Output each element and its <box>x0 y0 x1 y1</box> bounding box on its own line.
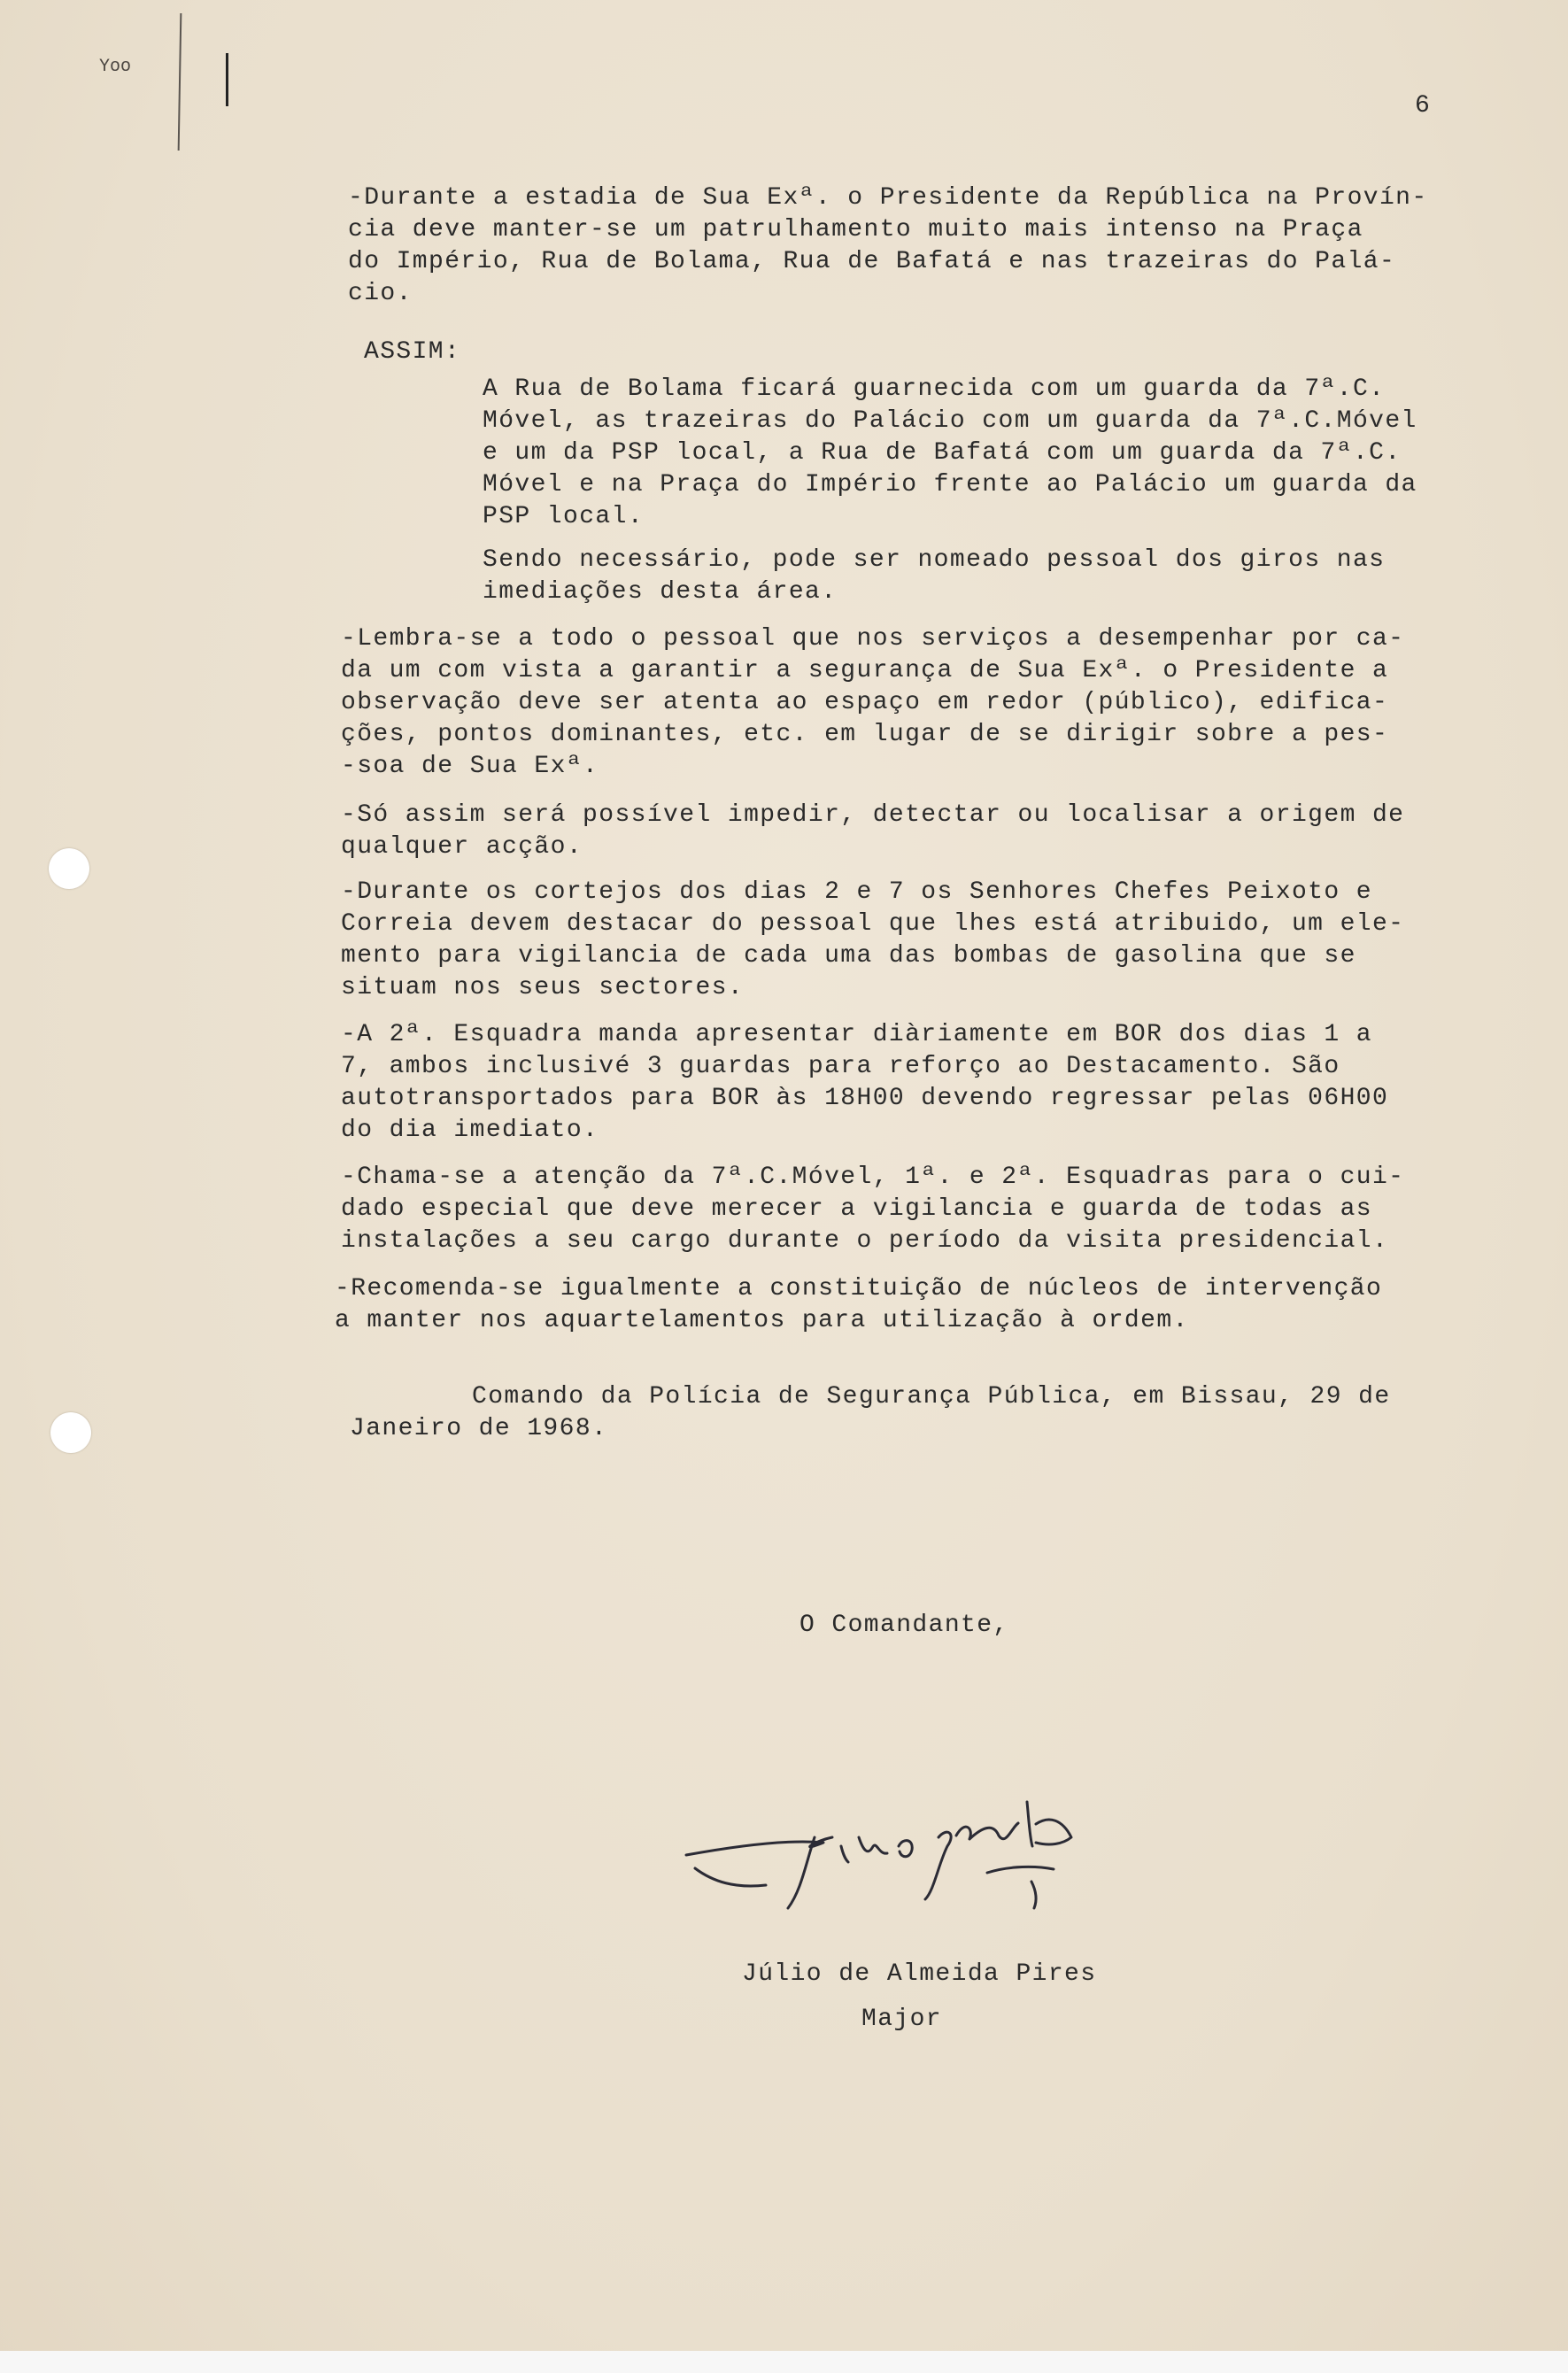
paragraph-place-date <box>350 1381 1391 1445</box>
text-line: autotransportados para BOR às 18H00 devendo regressar pelas 06H00 <box>341 1085 1389 1112</box>
punch-hole-bottom <box>50 1412 91 1453</box>
text-line: -Recomenda-se igualmente a constituição de núcleos de intervenção <box>335 1275 1383 1302</box>
ink-mark-right <box>226 53 228 106</box>
text-line: instalações a seu cargo durante o período da visita presidencial. <box>341 1227 1389 1255</box>
page-number: 6 <box>1415 92 1430 120</box>
text-line: da um com vista a garantir a segurança de Sua Exª. o Presidente a <box>341 657 1389 684</box>
text-line: -Durante a estadia de Sua Exª. o Presidente da República na Provín- <box>348 184 1428 212</box>
handwritten-signature <box>682 1784 1098 1926</box>
text-line: e um da PSP local, a Rua de Bafatá com um guarda da 7ª.C. <box>483 439 1402 467</box>
text-line: Móvel, as trazeiras do Palácio com um guarda da 7ª.C.Móvel <box>483 407 1417 435</box>
text-line: Correia devem destacar do pessoal que lhes está atribuido, um ele- <box>341 910 1405 938</box>
paragraph-second-squad <box>341 1019 1388 1147</box>
paragraph-attention <box>341 1162 1404 1257</box>
text-line: PSP local. <box>483 503 645 530</box>
text-line: -Chama-se a atenção da 7ª.C.Móvel, 1ª. e 2ª. Esquadras para o cui- <box>341 1163 1405 1191</box>
text-line: observação deve ser atenta ao espaço em redor (público), edifica- <box>341 689 1389 716</box>
text-line: Janeiro de 1968. <box>350 1415 608 1442</box>
text-line: -Lembra-se a todo o pessoal que nos serviços a desempenhar por ca- <box>341 625 1405 653</box>
text-line: a manter nos aquartelamentos para utilização à ordem. <box>335 1307 1189 1334</box>
scan-bottom-edge <box>0 2351 1568 2373</box>
text-line: -Só assim será possível impedir, detectar ou localisar a origem de <box>341 801 1405 829</box>
text-line: qualquer acção. <box>341 833 583 861</box>
signatory-rank: Major <box>861 2006 943 2033</box>
punch-hole-top <box>49 848 89 889</box>
text-line: do Império, Rua de Bolama, Rua de Bafatá e nas trazeiras do Palá- <box>348 248 1396 275</box>
corner-handwritten-mark: Yoo <box>99 57 132 77</box>
text-line: -A 2ª. Esquadra manda apresentar diàriamente em BOR dos dias 1 a <box>341 1021 1372 1048</box>
closing-salutation: O Comandante, <box>799 1612 1009 1639</box>
paragraph-giros <box>483 545 1385 608</box>
text-line: ções, pontos dominantes, etc. em lugar de se dirigir sobre a pes- <box>341 721 1389 748</box>
heading-assim: ASSIM: <box>364 338 461 366</box>
text-line: -Durante os cortejos dos dias 2 e 7 os Senhores Chefes Peixoto e <box>341 878 1372 906</box>
text-line: cio. <box>348 280 413 307</box>
paragraph-assignments <box>483 374 1417 533</box>
text-line: do dia imediato. <box>341 1117 599 1144</box>
paragraph-recommendation <box>335 1273 1382 1337</box>
paragraph-processions <box>341 877 1404 1004</box>
paragraph-only-thus <box>341 800 1404 863</box>
text-line: dado especial que deve merecer a vigilancia e guarda de todas as <box>341 1195 1372 1223</box>
text-line: situam nos seus sectores. <box>341 974 745 1001</box>
text-line: A Rua de Bolama ficará guarnecida com um guarda da 7ª.C. <box>483 375 1386 403</box>
text-line: Comando da Polícia de Segurança Pública, em Bissau, 29 de <box>472 1383 1391 1411</box>
text-line: Sendo necessário, pode ser nomeado pessoal dos giros nas <box>483 546 1386 574</box>
text-line: imediações desta área. <box>483 578 838 606</box>
text-line: mento para vigilancia de cada uma das bombas de gasolina que se <box>341 942 1356 970</box>
signatory-name: Júlio de Almeida Pires <box>742 1960 1097 1988</box>
text-line: Móvel e na Praça do Império frente ao Palácio um guarda da <box>483 471 1417 499</box>
text-line: cia deve manter-se um patrulhamento muito mais intenso na Praça <box>348 216 1363 243</box>
paragraph-patrol <box>348 182 1428 310</box>
text-line: -soa de Sua Exª. <box>341 753 599 780</box>
paragraph-reminder <box>341 623 1404 783</box>
text-line: 7, ambos inclusivé 3 guardas para reforço ao Destacamento. São <box>341 1053 1340 1080</box>
